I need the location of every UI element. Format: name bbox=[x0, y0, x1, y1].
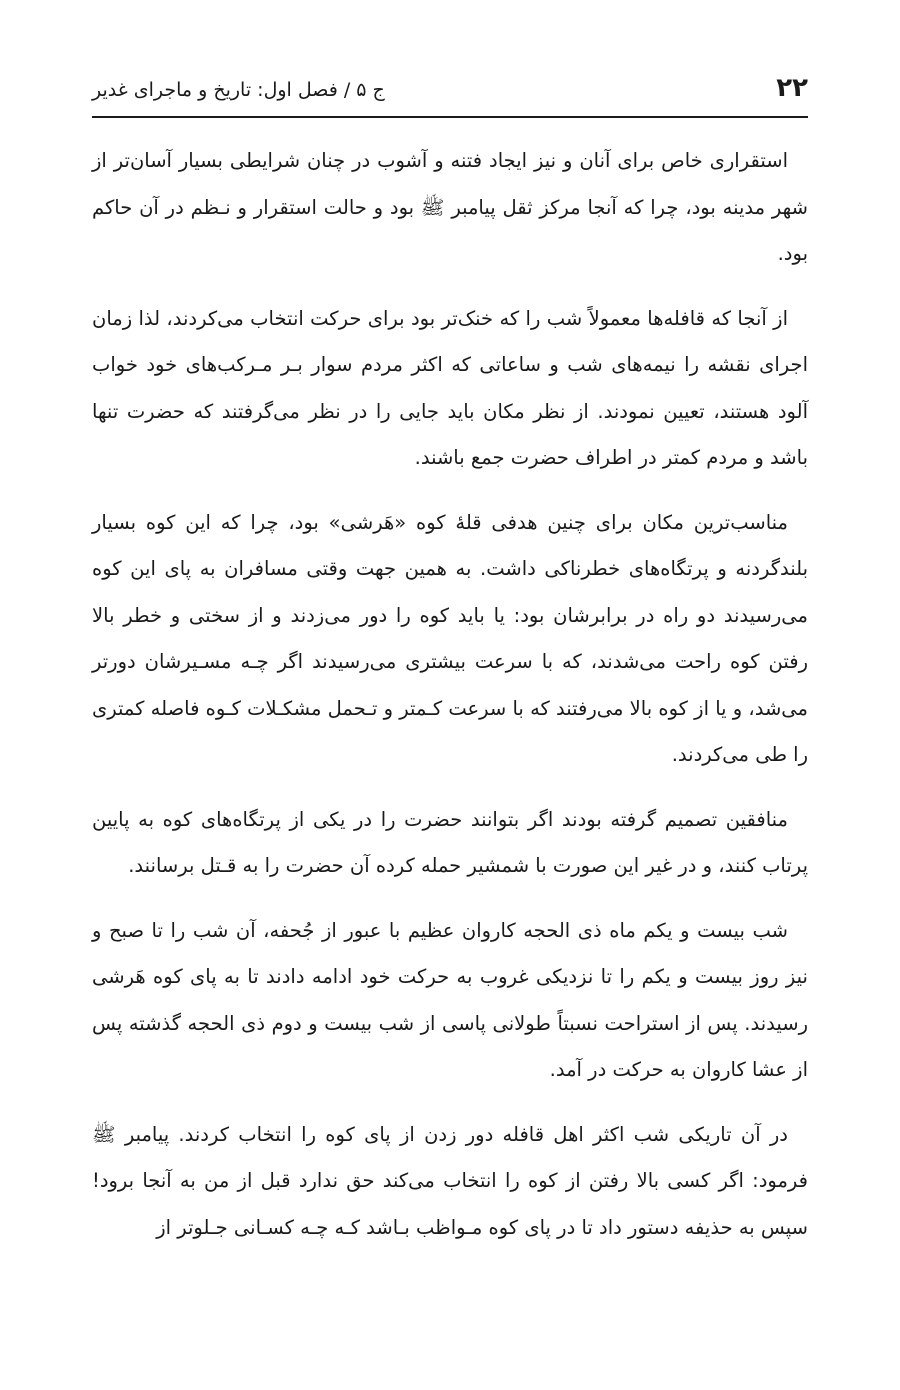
body-text bbox=[92, 138, 808, 1269]
page-number: ۲۲ bbox=[776, 73, 808, 103]
paragraph: استقراری خاص برای آنان و نیز ایجاد فتنه و آشوب در چنان شرایطی بسیار آسان‌تر از شهر مدینه بود، چرا که آنجا مرکز ثقل پیامبر ﷺ بود و حالت استقرار و نـظم در آن حاکم بود. bbox=[92, 149, 808, 265]
paragraph: از آنجا که قافله‌ها معمولاً شب را که خنک‌تر بود برای حرکت انتخاب می‌کردند، لذا زمان اجرای نقشه را نیمه‌های شب و ساعاتی که اکثر مردم سوار بـر مـرکب‌های خود خواب آلود هستند، تعیین نمودند. از نظر مکان باید جایی را در نظر می‌گرفتند که حضرت تنها باشد و مردم کمتر در اطراف حضرت جمع باشند. bbox=[92, 306, 808, 469]
paragraph: مناسب‌ترین مکان برای چنین هدفی قلهٔ کوه «هَرشی» بود، چرا که این کوه بسیار بلندگردنه و پرتگاه‌های خطرناکی داشت. به همین جهت وقتی مسافران به پای این کوه می‌رسیدند دو راه در برابرشان بود: یا باید کوه را دور می‌زدند و از سختی و خطر بالا رفتن کوه راحت می‌شدند، که با سرعت بیشتری می‌رسیدند اگر چـه مسـیرشان دورتر می‌شد، و یا از کوه بالا می‌رفتند که با سرعت کـمتر و تـحمل مشکـلات کـوه فاصله کمتری را طی می‌کردند. bbox=[92, 510, 808, 766]
page-header bbox=[92, 66, 808, 118]
paragraph: منافقین تصمیم گرفته بودند اگر بتوانند حضرت را در یکی از پرتگاه‌های کوه به پایین پرتاب کنند، و در غیر این صورت با شمشیر حمله کرده آن حضرت را به قـتل برسانند. bbox=[92, 807, 808, 877]
running-head: ج ۵ / فصل اول: تاریخ و ماجرای غدیر bbox=[92, 79, 385, 101]
paragraph: در آن تاریکی شب اکثر اهل قافله دور زدن از پای کوه را انتخاب کردند. پیامبر ﷺ فرمود: اگر کسی بالا رفتن از کوه را انتخاب می‌کند حق ندارد قبل از من به آنجا برود! سپس به حذیفه دستور داد تا در پای کوه مـواظب بـاشد کـه چـه کسـانی جـلوتر از bbox=[92, 1122, 808, 1239]
paragraph: شب بیست و یکم ماه ذی الحجه کاروان عظیم با عبور از جُحفه، آن شب را تا صبح و نیز روز بیست و یکم را تا نزدیکی غروب به حرکت خود ادامه دادند تا به پای کوه هَرشی رسیدند. پس از استراحت نسبتاً طولانی پاسی از شب بیست و دوم ذی الحجه گذشته پس از عشا کاروان به حرکت در آمد. bbox=[92, 918, 808, 1081]
